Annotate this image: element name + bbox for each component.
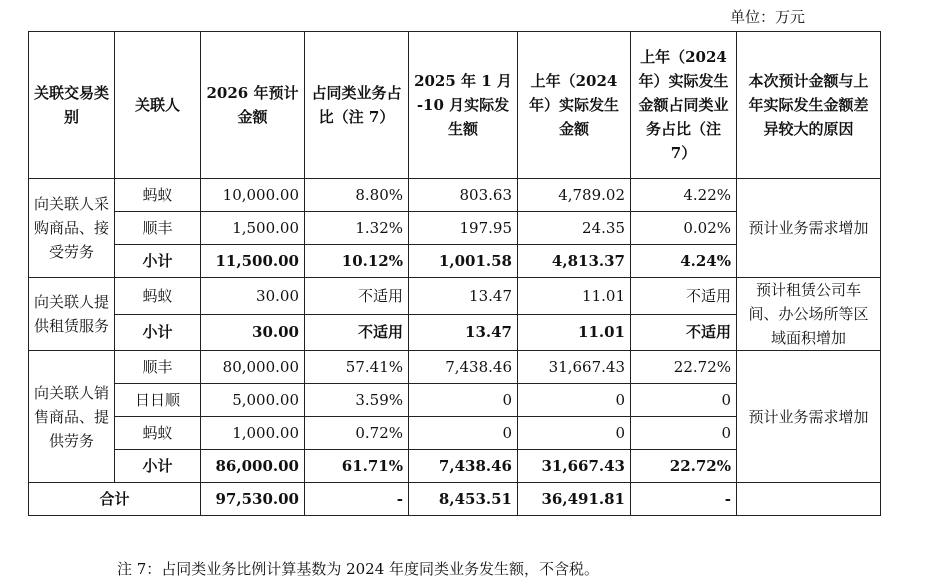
pct-cell: 61.71% bbox=[305, 450, 409, 483]
est-cell: 97,530.00 bbox=[201, 483, 305, 516]
pct-cell: 3.59% bbox=[305, 384, 409, 417]
est-cell: 30.00 bbox=[201, 314, 305, 351]
header-type: 关联交易类别 bbox=[29, 32, 115, 179]
pct-cell: 8.80% bbox=[305, 179, 409, 212]
pct24-cell: 22.72% bbox=[631, 450, 737, 483]
empty-reason-cell bbox=[737, 483, 881, 516]
pct-cell: 不适用 bbox=[305, 278, 409, 315]
header-share-same-type: 占同类业务占比（注 7） bbox=[305, 32, 409, 179]
actual24-cell: 0 bbox=[518, 417, 631, 450]
actual25-cell: 0 bbox=[409, 417, 518, 450]
pct24-cell: 0.02% bbox=[631, 212, 737, 245]
pct-cell: 57.41% bbox=[305, 351, 409, 384]
table-row bbox=[29, 179, 881, 212]
header-reason: 本次预计金额与上年实际发生金额差异较大的原因 bbox=[737, 32, 881, 179]
est-cell: 5,000.00 bbox=[201, 384, 305, 417]
category-cell: 向关联人采购商品、接受劳务 bbox=[29, 179, 115, 278]
actual24-cell: 31,667.43 bbox=[518, 450, 631, 483]
party-cell: 蚂蚁 bbox=[115, 417, 201, 450]
est-cell: 11,500.00 bbox=[201, 245, 305, 278]
party-cell: 蚂蚁 bbox=[115, 278, 201, 315]
actual25-cell: 8,453.51 bbox=[409, 483, 518, 516]
est-cell: 10,000.00 bbox=[201, 179, 305, 212]
est-cell: 80,000.00 bbox=[201, 351, 305, 384]
actual24-cell: 0 bbox=[518, 384, 631, 417]
actual24-cell: 4,789.02 bbox=[518, 179, 631, 212]
pct-cell: - bbox=[305, 483, 409, 516]
pct24-cell: 4.22% bbox=[631, 179, 737, 212]
subtotal-label: 小计 bbox=[115, 450, 201, 483]
actual25-cell: 803.63 bbox=[409, 179, 518, 212]
header-actual-2024: 上年（2024 年）实际发生金额 bbox=[518, 32, 631, 179]
actual24-cell: 24.35 bbox=[518, 212, 631, 245]
actual25-cell: 7,438.46 bbox=[409, 351, 518, 384]
subtotal-label: 小计 bbox=[115, 314, 201, 351]
category-cell: 向关联人提供租赁服务 bbox=[29, 278, 115, 351]
pct-cell: 1.32% bbox=[305, 212, 409, 245]
pct-cell: 0.72% bbox=[305, 417, 409, 450]
header-row bbox=[29, 32, 881, 179]
actual24-cell: 4,813.37 bbox=[518, 245, 631, 278]
party-cell: 顺丰 bbox=[115, 351, 201, 384]
total-row bbox=[29, 483, 881, 516]
category-cell: 向关联人销售商品、提供劳务 bbox=[29, 351, 115, 483]
pct24-cell: 22.72% bbox=[631, 351, 737, 384]
pct24-cell: 0 bbox=[631, 384, 737, 417]
pct24-cell: - bbox=[631, 483, 737, 516]
reason-cell: 预计业务需求增加 bbox=[737, 179, 881, 278]
header-actual-2025: 2025 年 1 月 -10 月实际发生额 bbox=[409, 32, 518, 179]
table-row bbox=[29, 351, 881, 384]
pct24-cell: 不适用 bbox=[631, 278, 737, 315]
party-cell: 顺丰 bbox=[115, 212, 201, 245]
party-cell: 蚂蚁 bbox=[115, 179, 201, 212]
related-transactions-table bbox=[28, 31, 881, 516]
pct24-cell: 4.24% bbox=[631, 245, 737, 278]
est-cell: 1,500.00 bbox=[201, 212, 305, 245]
header-share-2024: 上年（2024 年）实际发生金额占同类业务占比（注 7） bbox=[631, 32, 737, 179]
pct-cell: 10.12% bbox=[305, 245, 409, 278]
actual24-cell: 31,667.43 bbox=[518, 351, 631, 384]
actual25-cell: 13.47 bbox=[409, 314, 518, 351]
reason-cell: 预计业务需求增加 bbox=[737, 351, 881, 483]
actual25-cell: 7,438.46 bbox=[409, 450, 518, 483]
est-cell: 30.00 bbox=[201, 278, 305, 315]
est-cell: 1,000.00 bbox=[201, 417, 305, 450]
footnote: 注 7：占同类业务比例计算基数为 2024 年度同类业务发生额，不含税。 bbox=[117, 560, 600, 578]
est-cell: 86,000.00 bbox=[201, 450, 305, 483]
header-est2026: 2026 年预计金额 bbox=[201, 32, 305, 179]
actual24-cell: 36,491.81 bbox=[518, 483, 631, 516]
party-cell: 日日顺 bbox=[115, 384, 201, 417]
actual24-cell: 11.01 bbox=[518, 314, 631, 351]
unit-label: 单位：万元 bbox=[730, 8, 806, 26]
pct-cell: 不适用 bbox=[305, 314, 409, 351]
table-row bbox=[29, 278, 881, 315]
actual25-cell: 13.47 bbox=[409, 278, 518, 315]
actual25-cell: 197.95 bbox=[409, 212, 518, 245]
pct24-cell: 0 bbox=[631, 417, 737, 450]
actual24-cell: 11.01 bbox=[518, 278, 631, 315]
reason-cell: 预计租赁公司车间、办公场所等区域面积增加 bbox=[737, 278, 881, 351]
actual25-cell: 0 bbox=[409, 384, 518, 417]
actual25-cell: 1,001.58 bbox=[409, 245, 518, 278]
header-party: 关联人 bbox=[115, 32, 201, 179]
subtotal-label: 小计 bbox=[115, 245, 201, 278]
total-label: 合计 bbox=[29, 483, 201, 516]
pct24-cell: 不适用 bbox=[631, 314, 737, 351]
